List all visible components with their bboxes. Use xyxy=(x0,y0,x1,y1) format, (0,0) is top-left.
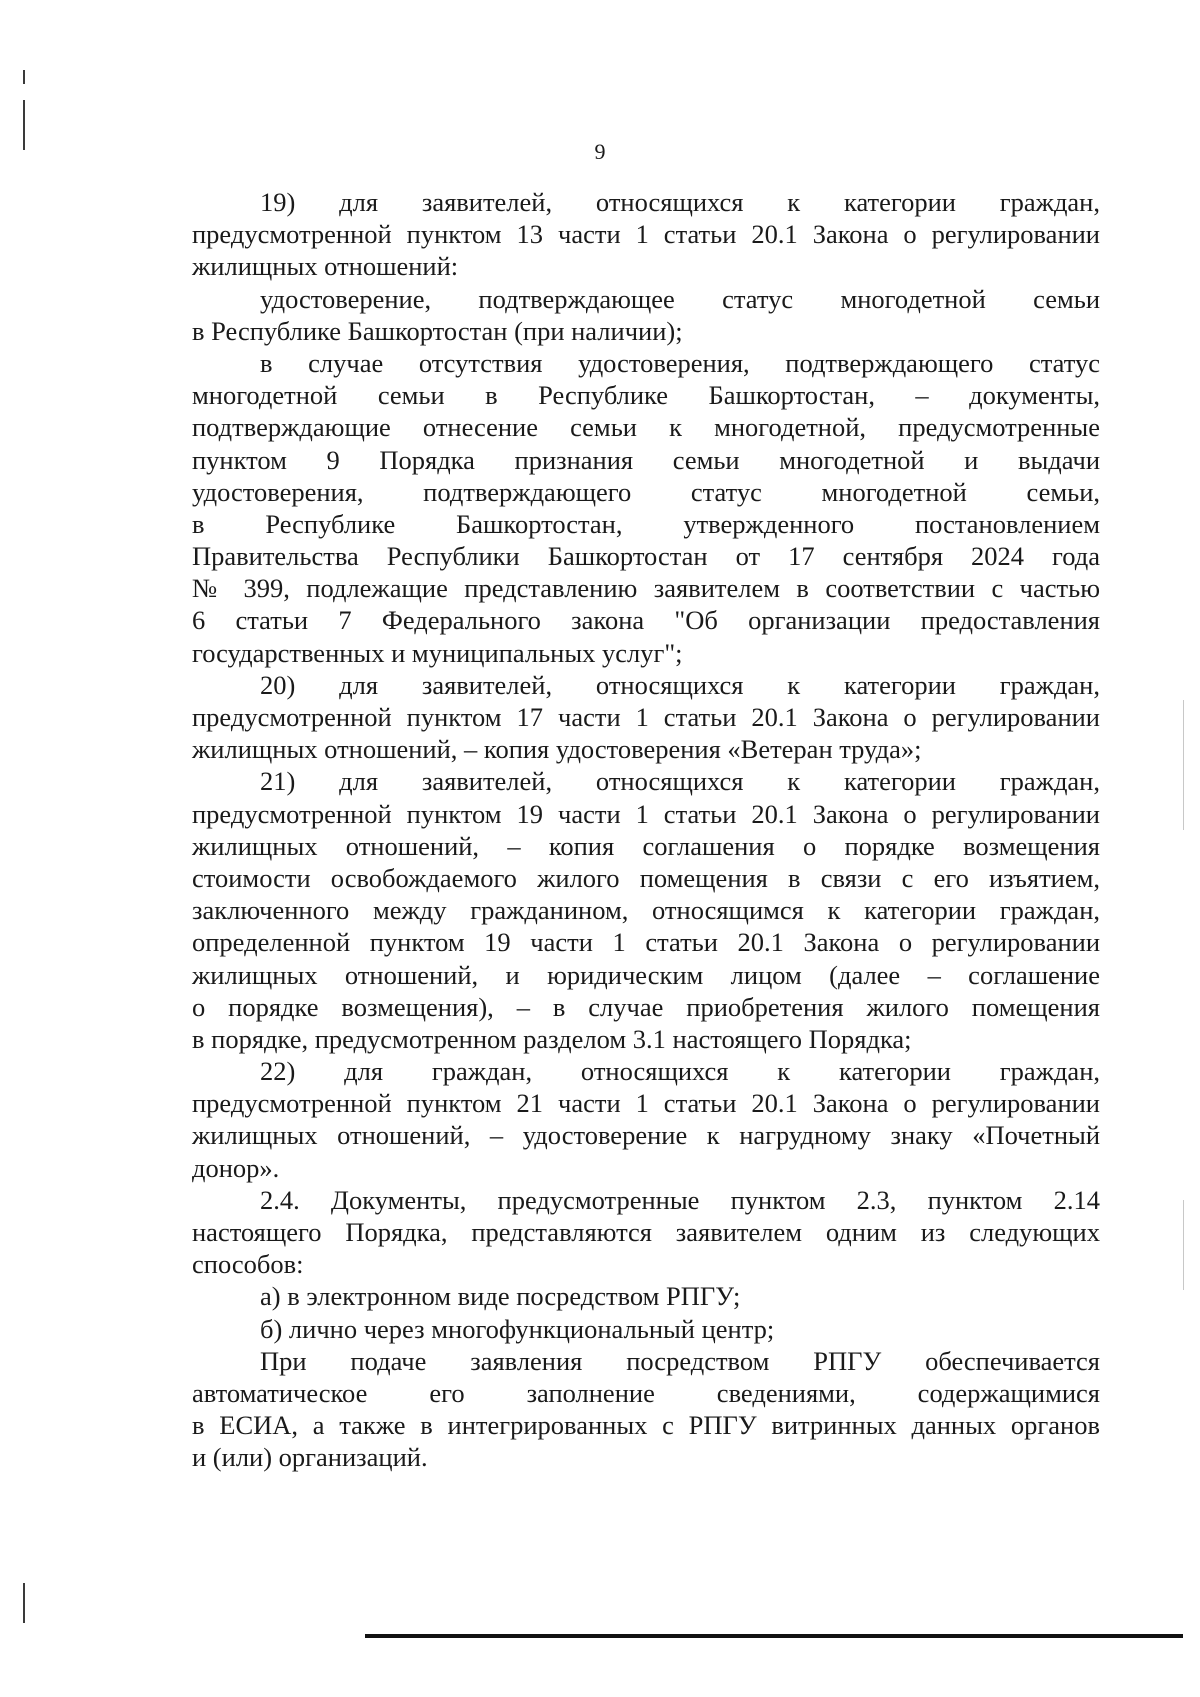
text-line: государственных и муниципальных услуг"; xyxy=(192,637,683,668)
left-margin-mark xyxy=(23,70,25,84)
text-line: жилищных отношений, – копия соглашения о порядке возмещения xyxy=(192,830,1100,861)
right-margin-mark xyxy=(1183,700,1184,830)
text-line: подтверждающие отнесение семьи к многодетной, предусмотренные xyxy=(192,412,1100,443)
text-line: жилищных отношений, – удостоверение к нагрудному знаку «Почетный xyxy=(192,1120,1100,1151)
text-line: удостоверение, подтверждающее статус многодетной семьи xyxy=(260,283,1100,314)
bottom-rule xyxy=(365,1634,1183,1638)
text-line: а) в электронном виде посредством РПГУ; xyxy=(260,1281,741,1312)
text-line: жилищных отношений: xyxy=(192,251,459,282)
text-line: При подаче заявления посредством РПГУ обеспечивается xyxy=(260,1345,1100,1376)
text-line: 20) для заявителей, относящихся к категории граждан, xyxy=(260,669,1100,700)
text-line: предусмотренной пунктом 19 части 1 статьи 20.1 Закона о регулировании xyxy=(192,798,1100,829)
text-line: определенной пунктом 19 части 1 статьи 20.1 Закона о регулировании xyxy=(192,927,1100,958)
text-line: 22) для граждан, относящихся к категории граждан, xyxy=(260,1056,1100,1087)
text-line: Правительства Республики Башкортостан от 17 сентября 2024 года xyxy=(192,541,1100,572)
page-number: 9 xyxy=(594,139,606,164)
text-line: пунктом 9 Порядка признания семьи многодетной и выдачи xyxy=(192,444,1100,475)
text-line: в ЕСИА, а также в интегрированных с РПГУ витринных данных органов xyxy=(192,1410,1100,1441)
text-line: в порядке, предусмотренном разделом 3.1 настоящего Порядка; xyxy=(192,1023,912,1054)
right-margin-mark xyxy=(1183,1200,1184,1290)
text-line: стоимости освобождаемого жилого помещения в связи с его изъятием, xyxy=(192,862,1100,893)
text-line: и (или) организаций. xyxy=(192,1442,428,1473)
text-line: жилищных отношений, и юридическим лицом (далее – соглашение xyxy=(192,959,1100,990)
text-line: в Республике Башкортостан (при наличии); xyxy=(192,315,683,346)
text-line: предусмотренной пунктом 17 части 1 статьи 20.1 Закона о регулировании xyxy=(192,702,1100,732)
text-line: 2.4. Документы, предусмотренные пунктом 2.3, пунктом 2.14 xyxy=(260,1184,1100,1215)
text-line: о порядке возмещения), – в случае приобретения жилого помещения xyxy=(192,991,1100,1022)
text-line: настоящего Порядка, представляются заявителем одним из следующих xyxy=(192,1217,1100,1247)
text-line: заключенного между гражданином, относящимся к категории граждан, xyxy=(192,895,1100,926)
text-line: автоматическое его заполнение сведениями, содержащимися xyxy=(192,1377,1100,1408)
text-line: 6 статьи 7 Федерального закона "Об организации предоставления xyxy=(192,605,1100,636)
body-text xyxy=(192,186,1100,1474)
text-line: б) лично через многофункциональный центр; xyxy=(260,1313,775,1344)
text-line: предусмотренной пунктом 13 части 1 статьи 20.1 Закона о регулировании xyxy=(192,219,1100,250)
text-line: способов: xyxy=(192,1249,304,1280)
text-line: удостоверения, подтверждающего статус многодетной семьи, xyxy=(192,476,1100,507)
text-line: предусмотренной пунктом 21 части 1 статьи 20.1 Закона о регулировании xyxy=(192,1088,1100,1119)
text-line: 21) для заявителей, относящихся к категории граждан, xyxy=(260,766,1100,797)
text-line: 19) для заявителей, относящихся к категории граждан, xyxy=(260,187,1100,217)
text-line: в случае отсутствия удостоверения, подтверждающего статус xyxy=(260,347,1100,378)
text-line: в Республике Башкортостан, утвержденного постановлением xyxy=(192,508,1100,539)
left-margin-mark xyxy=(23,1583,25,1623)
text-line: жилищных отношений, – копия удостоверения «Ветеран труда»; xyxy=(192,734,922,765)
text-line: многодетной семьи в Республике Башкортостан, – документы, xyxy=(192,380,1100,411)
text-line: донор». xyxy=(192,1152,280,1183)
text-line: № 399, подлежащие представлению заявителем в соответствии с частью xyxy=(192,573,1100,604)
